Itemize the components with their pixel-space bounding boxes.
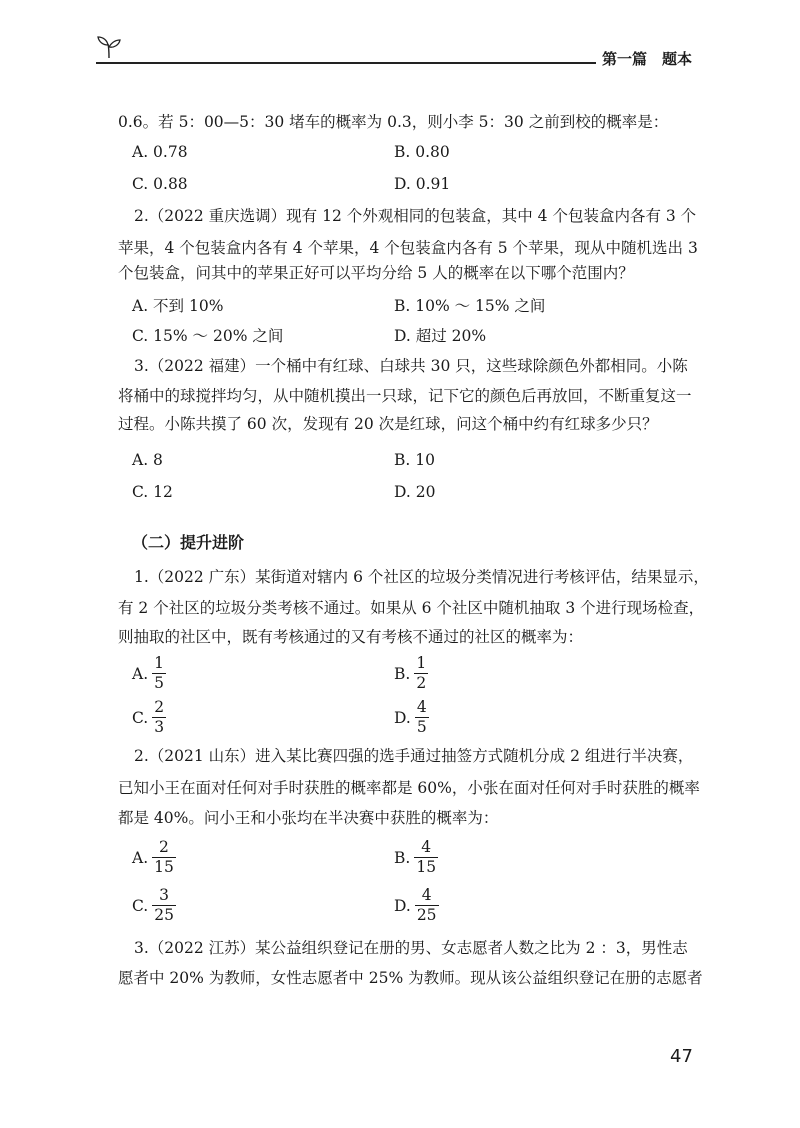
option-c: C. 15% ～ 20% 之间 [132,327,284,345]
question-text: 3.（2022 福建）一个桶中有红球、白球共 30 只，这些球除颜色外都相同。小陈 [134,357,688,375]
header-rule [96,62,596,64]
fraction: $\frac{3}{25}$ [154,886,174,925]
option-a: A. 8 [132,451,163,469]
option-a: A. $\frac{1}{5}$ [132,654,164,693]
question-text: 3.（2022 江苏）某公益组织登记在册的男、女志愿者人数之比为 2 ：3，男性志 [134,939,688,957]
question-text: 有 2 个社区的垃圾分类考核不通过。如果从 6 个社区中随机抽取 3 个进行现场检查， [118,599,705,617]
option-b: B. 10% ～ 15% 之间 [394,297,546,315]
question-text: 2.（2022 重庆选调）现有 12 个外观相同的包装盒，其中 4 个包装盒内各有 3 个 [134,207,697,225]
fraction: $\frac{2}{15}$ [154,838,174,877]
option-b: B. 10 [394,451,435,469]
option-d: D. 0.91 [394,175,451,193]
section-heading: （二）提升进阶 [132,533,245,552]
option-a: A. 不到 10% [132,297,224,315]
question-text: 将桶中的球搅拌均匀，从中随机摸出一只球，记下它的颜色后再放回，不断重复这一 [118,387,692,405]
option-c: C. 0.88 [132,175,188,193]
question-text: 0.6。若 5：00—5：30 堵车的概率为 0.3，则小李 5：30 之前到校的概率是： [118,113,669,131]
question-text: 已知小王在面对任何对手时获胜的概率都是 60%，小张在面对任何对手时获胜的概率 [118,779,700,797]
fraction: $\frac{2}{3}$ [154,698,165,737]
fraction: $\frac{4}{5}$ [416,698,427,737]
question-text: 个包装盒，问其中的苹果正好可以平均分给 5 人的概率在以下哪个范围内？ [118,264,634,282]
fraction: $\frac{4}{15}$ [416,838,437,877]
option-b: B. 0.80 [394,143,450,161]
chapter-title: 第一篇 题本 [602,50,693,68]
question-text: 2.（2021 山东）进入某比赛四强的选手通过抽签方式随机分成 2 组进行半决赛， [134,747,694,765]
option-d: D. 20 [394,483,436,501]
question-text: 过程。小陈共摸了 60 次，发现有 20 次是红球，问这个桶中约有红球多少只？ [118,415,658,433]
option-c: C. $\frac{3}{25}$ [132,886,174,925]
option-a: A. 0.78 [132,143,188,161]
page-header [96,34,706,68]
page-number: 47 [670,1046,693,1067]
sprout-icon [96,34,122,60]
question-text: 愿者中 20% 为教师，女性志愿者中 25% 为教师。现从该公益组织登记在册的志愿者 [118,969,703,987]
option-b: B. $\frac{1}{2}$ [394,654,427,693]
option-a: A. $\frac{2}{15}$ [132,838,174,877]
fraction: $\frac{1}{5}$ [154,654,164,693]
option-c: C. 12 [132,483,173,501]
option-d: D. 超过 20% [394,327,487,345]
fraction: $\frac{1}{2}$ [416,654,427,693]
question-text: 则抽取的社区中，既有考核通过的又有考核不通过的社区的概率为： [118,628,584,646]
fraction: $\frac{4}{25}$ [416,886,437,925]
question-text: 1.（2022 广东）某街道对辖内 6 个社区的垃圾分类情况进行考核评估，结果显示， [134,568,709,586]
option-c: C. $\frac{2}{3}$ [132,698,165,737]
question-text: 苹果，4 个包装盒内各有 4 个苹果，4 个包装盒内各有 5 个苹果，现从中随机选出 3 [118,239,698,257]
option-d: D. $\frac{4}{5}$ [394,698,427,737]
option-b: B. $\frac{4}{15}$ [394,838,437,877]
question-text: 都是 40%。问小王和小张均在半决赛中获胜的概率为： [118,809,499,827]
option-d: D. $\frac{4}{25}$ [394,886,437,925]
